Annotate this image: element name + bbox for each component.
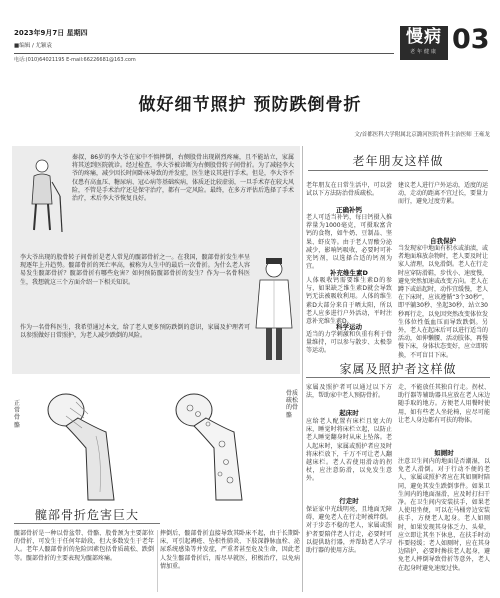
- byline: 文/首都医科大学附属北京潞河医院骨科主治医师 王雍龙: [354, 132, 490, 138]
- column-rule-vertical-2: [157, 530, 158, 592]
- label-osteoporotic-bone: 骨质疏松的骨骼: [286, 390, 299, 419]
- normal-bone-icon: [36, 388, 146, 500]
- masthead: [14, 24, 490, 64]
- friends-heading-selfcare: 自我保护: [430, 237, 456, 245]
- elderly-man-illustration: [16, 156, 68, 234]
- friends-heading-calcium: 正确补钙: [336, 206, 362, 214]
- caregivers-para-walk: 保证家中光线明亮，且地面无障碍，避免老人在行走时被绊倒。对于步态不稳的老人，家属或照护者要陪伴老人行走，必要时可以提供助行器，并帮助老人学习助行器的使用方法。: [306, 506, 392, 555]
- editor-credit: ■编辑 / 尤颖袁: [14, 43, 53, 49]
- friends-heading-vitd: 补充维生素D: [330, 269, 368, 277]
- column-rule-vertical: [302, 146, 303, 592]
- section-badge: [400, 26, 448, 60]
- osteoporotic-bone-icon: [164, 388, 274, 500]
- case-intro: 秦叔，86岁的李大爷在家中不慎摔倒，右侧股骨出现剧烈疼痛，且不能站立，家属将其送到医院就诊。经过检查，李大爷被诊断为右侧股骨转子间骨折。为了减轻李大爷的疼痛，减少因长时间卧床导致的并发症，医生建议其进行手术。但是，李大爷不仅患有高血压、糖尿病、冠心病等基础疾病，体质还比较虚弱，一旦手术存在较大风险，不管是手术治疗还是保守治疗，都有一定风险。最终，在多方评估后选择了手术治疗，术后李大爷恢复良好。: [72, 154, 295, 203]
- headline: 做好细节照护 预防跌倒骨折: [138, 95, 362, 115]
- friends-para-exercise: 适当的力学刺激和负重有利于骨量维持，可以参与散步、太极拳等运动。: [306, 331, 392, 355]
- issue-date: 2023年9月7日 星期四: [14, 29, 88, 37]
- friends-para-vitd: 人体吸收钙需要维生素D的参与，如果缺乏维生素D就会导致钙无法被吸收利用。人体的维生素D大部分来自于晒太阳，所以老人应多进行户外活动，平时注意补充维生素D。: [306, 277, 392, 326]
- case-box: [12, 146, 300, 374]
- caregivers-lead: 家属及照护者可以通过以下方法，帮助家中老人预防骨折。: [306, 384, 392, 400]
- masthead-rule: [14, 53, 394, 54]
- section-title: 慢病: [406, 27, 442, 47]
- label-normal-bone: 正常骨骼: [14, 400, 21, 429]
- caregivers-title-rule: [306, 377, 490, 378]
- hip-para-left: 髋部骨折是一种以骨盆带、骨骼、股骨颈为主要部位的骨折，可发生于任何年龄段，但大多数发生于老年人。老年人髋部骨折的危险因素包括骨质疏松、跌倒等。髋部骨折的主要表现为髋部疼痛。: [14, 530, 154, 562]
- case-quote-end: 作为一名骨科医生，我希望通过本文，给了老人更多预防跌倒的意识，家属及护理者可以参照做好日常照护，为老人减少跌倒的风险。: [20, 324, 250, 340]
- caregivers-col2-intro: 走，不能放任其独自行走。拐杖、助行器等辅助器具应放在老人床边随手取的地方。方便老人用餐时使用，如有些老人坐轮椅，应尽可能让老人身边都有可扶的物体。: [398, 384, 490, 424]
- caregivers-para-toilet: 注意卫生间内的地面是否潮湿，以免老人滑倒。对于行动不便的老人，家属或照护者应在其如厕时陪同，避免其发生跌倒事件。如果卫生间内的地面湿滑，应及时打扫干净。在卫生间内安装扶手，如果老人使用坐便，可以在马桶旁边安装扶手，方便老人起身。老人如厕时，如果发现其身体乏力、头晕，应立即让其坐下休息，在扶手时动作要轻缓；老人如厕时，应在其身边陪护，必要时搀扶老人起身，避免老人摔倒导致骨折等意外，老人在起身时避免速度过快。: [398, 458, 490, 572]
- friends-title: 老年朋友这样做: [352, 154, 444, 168]
- section-subtitle: 老年健康: [409, 49, 438, 55]
- friends-lead: 老年朋友在日常生活中，可以尝试以下方法防治骨质疏松。: [306, 182, 392, 198]
- caregivers-para-bed: 应给老人配置有床栏且宽大的床，睡觉时将床栏立起，以防止老人睡觉翻身时从床上坠落。老人起床时，家属或照护者应及时将床栏放下，千万不可让老人翻越床栏。老人若使用滑动的拐杖，应注意防滑，以免发生意外。: [306, 418, 392, 483]
- friends-title-rule: [308, 170, 488, 171]
- hip-para-right: 摔倒后，髋部骨折直接导致其卧床不起，由于长期卧床，可引起褥疮、坠积性肺炎、下肢深静脉血栓、泌尿系统感染等并发症，严重者甚至危及生命，因此老人发生髋部骨折后，需尽早就医，积极治疗，以免病情加重。: [160, 530, 300, 570]
- doctor-illustration: [252, 258, 296, 364]
- friends-col2-intro: 建议老人进行户外运动，适度的运动，走动的距离不宜过长，要量力而行，避免过度劳累。: [398, 182, 489, 206]
- bone-illustration: [14, 382, 300, 500]
- contact-line: 电话:(010)64021195 E-mail:66226681@163.com: [14, 57, 136, 63]
- friends-para-calcium: 老人可适当补钙，每日钙摄入推荐量为1000毫克，可摄取富含钙的食物，如牛奶、豆制品、坚果、虾皮等。由于老人胃酸分泌减少，影响钙吸收，必要时可补充钙剂，以选择合适的钙剂为宜。: [306, 214, 392, 271]
- friends-para-selfcare: 当发现家中地面有积水或油渍，或者地面堆放杂物时，老人要及时让家人清理，以免滑倒。老人在行走时应穿防滑鞋，步伐小、速度慢，避免突然加速或改变方向。老人在蹲下或站起时，动作宜缓慢，老人在下床时，应该遵循“3个30秒”，即平躺30秒、坐起30秒、站立30秒再行走，以免因突然改变体位发生体位性低血压而导致跌倒。另外，老人在起床后可以进行适当的活动，如伸懒腰、活动肢体，再慢慢下床，身体状态变好，应立即转换，不可盲目下床。: [398, 245, 489, 359]
- caregivers-title: 家属及照护者这样做: [339, 362, 457, 376]
- friends-heading-exercise: 科学运动: [336, 323, 362, 331]
- caregivers-heading-bed: 起床时: [339, 409, 359, 417]
- caregivers-heading-toilet: 如厕时: [434, 449, 454, 457]
- page-number: 03: [452, 24, 490, 55]
- case-quote: 李大爷出现的股骨转子间骨折是老人常见的髋部骨折之一。在我国，髋部骨折发生率呈现逐年上升趋势。髋部骨折的死亡率高，被称为人生中的最后一次骨折。为什么老人容易发生髋部骨折？髋部骨折有哪些危害？如何预防髋部骨折的发生？作为一名骨科医生，我想就这三个方面介绍一下相关知识。: [20, 254, 250, 286]
- hip-title: 髋部骨折危害巨大: [34, 508, 139, 522]
- hip-title-rule: [14, 523, 160, 524]
- caregivers-heading-walk: 行走时: [339, 497, 359, 505]
